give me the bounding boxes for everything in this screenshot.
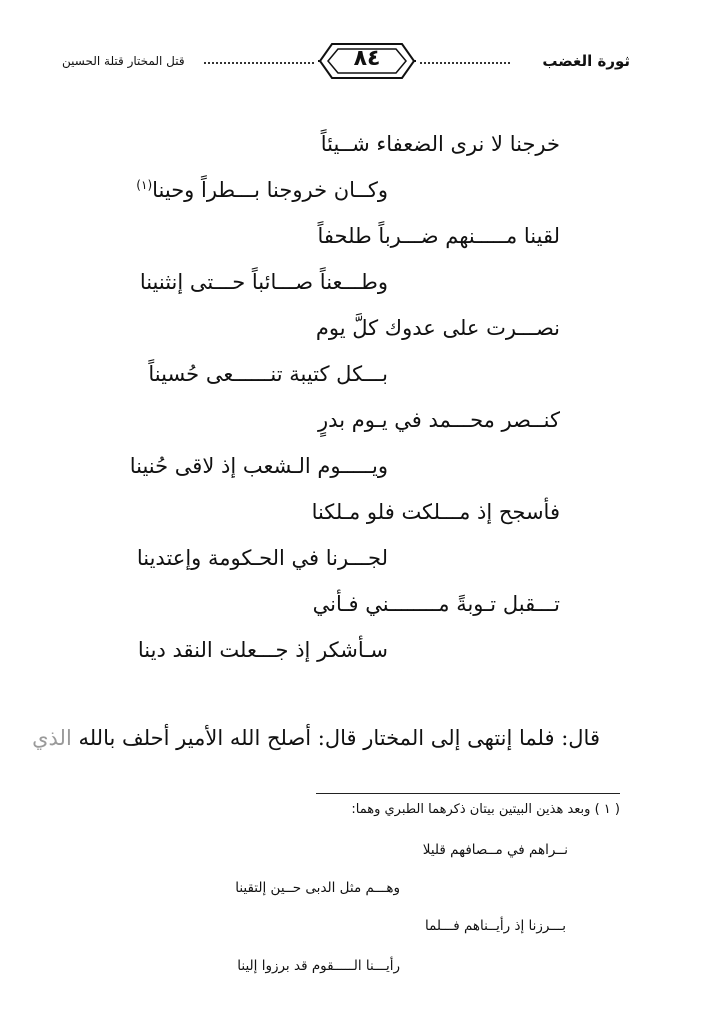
footnote-marker: (١) <box>136 178 153 192</box>
footnote-verse: بـــرزنا إذ رأيــناهم فـــلما <box>424 918 566 934</box>
verse-line: لقينا مـــــنهم ضـــرباً طلحفاً <box>317 224 560 248</box>
chapter-title: قتل المختار قتلة الحسين <box>62 54 185 68</box>
footnote-verse: رأيـــنا الـــــقوم قد برزوا إلينا <box>237 958 400 974</box>
footnote-divider <box>316 793 620 794</box>
header-dotted-leader-left <box>204 62 314 64</box>
verse-line: فأسجح إذ مـــلكت فلو مـلكنا <box>311 500 560 524</box>
footnote-intro: ( ١ ) وبعد هذين البيتين بيتان ذكرهما الطبري وهما: <box>351 802 620 817</box>
verse-line: لجـــرنا في الحـكومة وإعتدينا <box>136 546 388 570</box>
verse-line: سـأشكر إذ جـــعلت النقد دينا <box>137 638 388 662</box>
verse-line <box>136 178 388 202</box>
book-title: ثورة الغضب <box>542 52 630 70</box>
verse-text: وكــان خروجنا بـــطراً وحينا <box>152 178 388 202</box>
verse-line: بـــكل كتيبة تنــــــعى حُسيناً <box>148 362 388 386</box>
verse-line: ويـــــوم الـشعب إذ لاقى حُنينا <box>129 454 388 478</box>
prose-faded-text: الذي <box>32 726 79 750</box>
prose-paragraph <box>32 726 600 750</box>
page-number-ornament <box>318 40 416 82</box>
verse-line: خرجنا لا نرى الضعفاء شــيئاً <box>320 132 560 156</box>
footnote-verse: نــراهم في مــصافهم قليلا <box>422 842 568 858</box>
page-header <box>62 40 630 86</box>
verse-line: تـــقبل تـوبةً مــــــــني فـأني <box>312 592 560 616</box>
page-number: ٨٤ <box>353 46 381 71</box>
verse-line: وطـــعناً صـــائباً حـــتى إنثنينا <box>139 270 388 294</box>
verse-line: نصـــرت على عدوك كلَّ يوم <box>315 316 560 340</box>
prose-text: قال: فلما إنتهى إلى المختار قال: أصلح الله الأمير أحلف بالله <box>78 726 600 750</box>
header-dotted-leader-right <box>420 62 510 64</box>
footnote-verse: وهـــم مثل الدبى حــين إلتقينا <box>235 880 400 896</box>
verse-line: كنــصر محـــمد في يـوم بدرٍ <box>318 408 560 432</box>
